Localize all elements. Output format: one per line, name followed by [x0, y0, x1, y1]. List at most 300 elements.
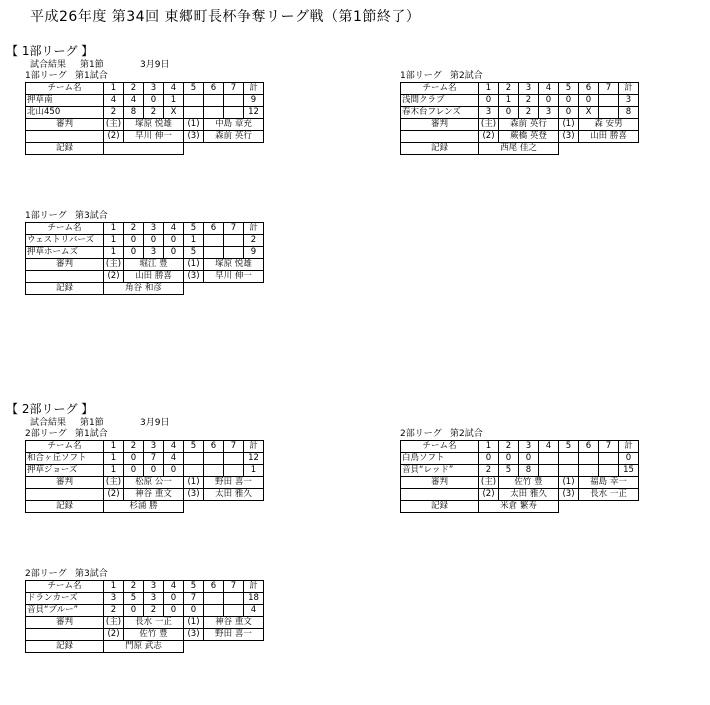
inning-score: 3 [144, 593, 164, 605]
score-table [25, 82, 264, 155]
team-name: 音貝“レッド” [401, 465, 479, 477]
inning-score: 1 [499, 95, 519, 107]
umpire-label [26, 629, 104, 641]
inning-score: X [164, 107, 184, 119]
inning-score [599, 107, 619, 119]
inning-score [204, 235, 224, 247]
umpire-name: 塚原 悦雄 [124, 119, 184, 131]
inning-score: 0 [164, 247, 184, 259]
inning-score [599, 95, 619, 107]
team-name: 北山450 [26, 107, 104, 119]
league-label: 2部リーグ [25, 429, 67, 439]
game-l1-g1 [25, 70, 264, 155]
inning-score: 0 [144, 235, 164, 247]
inning-score: 0 [539, 95, 559, 107]
umpire-name: 森 安男 [579, 119, 639, 131]
header-row [401, 441, 639, 453]
total-score: 4 [244, 605, 264, 617]
inning-header: 6 [204, 441, 224, 453]
inning-score [224, 593, 244, 605]
inning-header: 1 [104, 223, 124, 235]
inning-header: 5 [184, 83, 204, 95]
record-label: 記録 [26, 641, 104, 653]
inning-score: 2 [144, 605, 164, 617]
inning-header: 5 [184, 223, 204, 235]
record-label: 記録 [26, 501, 104, 513]
inning-header: 計 [244, 581, 264, 593]
inning-score: 1 [164, 95, 184, 107]
header-row [401, 83, 639, 95]
score-table [400, 82, 639, 155]
umpire-name: 太田 雅久 [499, 489, 559, 501]
umpire-label: 審判 [401, 119, 479, 131]
inning-header: 5 [184, 581, 204, 593]
league-label: 2部リーグ [25, 569, 67, 579]
inning-header: 3 [519, 83, 539, 95]
team-name-header: チーム名 [26, 441, 104, 453]
inning-header: 5 [184, 441, 204, 453]
umpire-position: (主) [104, 259, 124, 271]
inning-score: 7 [184, 593, 204, 605]
inning-header: 1 [479, 441, 499, 453]
inning-header: 6 [204, 581, 224, 593]
date-label: 3月9日 [140, 60, 170, 70]
inning-header: 3 [144, 223, 164, 235]
umpire-row [26, 131, 264, 143]
inning-score: 1 [104, 247, 124, 259]
team-name: ウェストリバーズ [26, 235, 104, 247]
umpire-name: 松原 公一 [124, 477, 184, 489]
umpire-label: 審判 [26, 119, 104, 131]
inning-score [559, 465, 579, 477]
inning-score [184, 95, 204, 107]
score-table [400, 440, 639, 513]
game-l2-g2 [400, 428, 639, 513]
inning-header: 5 [559, 83, 579, 95]
umpire-name: 山田 勝喜 [579, 131, 639, 143]
inning-score [599, 453, 619, 465]
inning-header: 1 [104, 581, 124, 593]
umpire-label: 審判 [26, 617, 104, 629]
table-row [26, 95, 264, 107]
umpire-row [26, 259, 264, 271]
umpire-name: 山田 勝喜 [124, 271, 184, 283]
round-label: 第1節 [80, 60, 104, 70]
inning-header: 4 [539, 83, 559, 95]
game-label: 第3試合 [75, 569, 108, 579]
umpire-position: (2) [479, 131, 499, 143]
umpire-row [26, 477, 264, 489]
game-caption [25, 210, 264, 222]
inning-score: 5 [124, 593, 144, 605]
inning-score [224, 453, 244, 465]
umpire-name: 堀江 豊 [124, 259, 184, 271]
score-table [25, 440, 264, 513]
umpire-label: 審判 [401, 477, 479, 489]
umpire-name: 蕨橋 英登 [499, 131, 559, 143]
inning-score: 0 [499, 107, 519, 119]
inning-score: 1 [104, 235, 124, 247]
inning-score: 0 [144, 465, 164, 477]
umpire-name: 早川 伸一 [204, 271, 264, 283]
record-row [26, 641, 264, 653]
inning-score: 0 [124, 465, 144, 477]
inning-score [559, 453, 579, 465]
umpire-name: 佐竹 豊 [499, 477, 559, 489]
umpire-position: (主) [104, 617, 124, 629]
umpire-name: 中島 章充 [204, 119, 264, 131]
record-label: 記録 [401, 143, 479, 155]
umpire-label [26, 489, 104, 501]
game-label: 第1試合 [75, 429, 108, 439]
total-score: 12 [244, 107, 264, 119]
inning-header: 4 [164, 223, 184, 235]
umpire-name: 神谷 重文 [204, 617, 264, 629]
umpire-row [401, 119, 639, 131]
inning-header: 2 [499, 83, 519, 95]
umpire-row [26, 271, 264, 283]
inning-header: 4 [164, 83, 184, 95]
inning-score: 0 [124, 235, 144, 247]
team-name: 春木台フレンズ [401, 107, 479, 119]
inning-header: 3 [519, 441, 539, 453]
inning-header: 7 [224, 83, 244, 95]
record-row [26, 143, 264, 155]
inning-score: 2 [104, 605, 124, 617]
inning-score: 0 [519, 453, 539, 465]
inning-score [204, 107, 224, 119]
inning-score: 0 [579, 95, 599, 107]
inning-score: 2 [479, 465, 499, 477]
inning-header: 2 [499, 441, 519, 453]
inning-score [599, 465, 619, 477]
game-caption [25, 70, 264, 82]
inning-score: 4 [164, 453, 184, 465]
umpire-label [401, 131, 479, 143]
inning-header: 1 [104, 441, 124, 453]
total-score: 3 [619, 95, 639, 107]
inning-score [224, 235, 244, 247]
inning-score: 2 [519, 107, 539, 119]
inning-score: 0 [479, 453, 499, 465]
league-label: 1部リーグ [400, 71, 442, 81]
league-1-meta [30, 57, 169, 70]
inning-score [204, 453, 224, 465]
umpire-row [26, 629, 264, 641]
game-caption [400, 428, 639, 440]
umpire-position: (1) [559, 477, 579, 489]
inning-score: 0 [124, 247, 144, 259]
inning-score [204, 465, 224, 477]
league-2-meta [30, 415, 169, 428]
game-l1-g3 [25, 210, 264, 295]
umpire-position: (主) [479, 119, 499, 131]
table-row [26, 605, 264, 617]
total-score: 15 [619, 465, 639, 477]
inning-score: 3 [539, 107, 559, 119]
umpire-position: (主) [104, 119, 124, 131]
total-score: 9 [244, 95, 264, 107]
recorder-name [104, 143, 184, 155]
inning-header: 1 [104, 83, 124, 95]
inning-header: 4 [539, 441, 559, 453]
inning-score: 1 [184, 235, 204, 247]
page-title: 平成26年度 第34回 東郷町長杯争奪リーグ戦（第1節終了） [30, 9, 421, 25]
game-l2-g3 [25, 568, 264, 653]
umpire-name: 森前 英行 [204, 131, 264, 143]
game-caption [25, 568, 264, 580]
inning-score [184, 107, 204, 119]
header-row [26, 83, 264, 95]
umpire-name: 佐竹 豊 [124, 629, 184, 641]
total-score: 0 [619, 453, 639, 465]
total-score: 8 [619, 107, 639, 119]
inning-score [224, 95, 244, 107]
team-name-header: チーム名 [401, 441, 479, 453]
recorder-name: 西尾 佳之 [479, 143, 559, 155]
inning-score: 3 [144, 247, 164, 259]
score-table [25, 222, 264, 295]
inning-score [579, 465, 599, 477]
inning-score: 4 [124, 95, 144, 107]
inning-header: 6 [204, 83, 224, 95]
inning-header: 1 [479, 83, 499, 95]
inning-score: X [579, 107, 599, 119]
umpire-row [26, 119, 264, 131]
team-name-header: チーム名 [26, 581, 104, 593]
umpire-label [26, 131, 104, 143]
umpire-position: (2) [104, 629, 124, 641]
record-row [26, 283, 264, 295]
inning-score [579, 453, 599, 465]
recorder-name: 門原 武志 [104, 641, 184, 653]
inning-header: 7 [224, 223, 244, 235]
game-caption [25, 428, 264, 440]
team-name-header: チーム名 [26, 223, 104, 235]
umpire-position: (3) [184, 489, 204, 501]
umpire-row [401, 489, 639, 501]
table-row [401, 95, 639, 107]
umpire-position: (3) [559, 131, 579, 143]
umpire-name: 長水 一正 [124, 617, 184, 629]
recorder-name: 杉浦 勝 [104, 501, 184, 513]
umpire-label [26, 271, 104, 283]
header-row [26, 581, 264, 593]
inning-header: 3 [144, 441, 164, 453]
inning-header: 5 [559, 441, 579, 453]
inning-score: 3 [104, 593, 124, 605]
inning-score: 2 [519, 95, 539, 107]
inning-header: 4 [164, 581, 184, 593]
inning-header: 7 [224, 441, 244, 453]
umpire-position: (3) [184, 271, 204, 283]
umpire-position: (1) [184, 119, 204, 131]
total-score: 9 [244, 247, 264, 259]
record-row [26, 501, 264, 513]
inning-header: 計 [619, 441, 639, 453]
header-row [26, 223, 264, 235]
umpire-name: 早川 伸一 [124, 131, 184, 143]
inning-header: 2 [124, 223, 144, 235]
table-row [26, 107, 264, 119]
inning-header: 7 [599, 83, 619, 95]
inning-score: 0 [479, 95, 499, 107]
umpire-position: (主) [104, 477, 124, 489]
inning-score: 5 [499, 465, 519, 477]
inning-score: 3 [479, 107, 499, 119]
game-label: 第3試合 [75, 211, 108, 221]
umpire-position: (3) [184, 131, 204, 143]
team-name-header: チーム名 [26, 83, 104, 95]
umpire-name: 野田 喜一 [204, 629, 264, 641]
inning-score: 0 [184, 605, 204, 617]
inning-header: 6 [579, 83, 599, 95]
inning-score: 1 [104, 453, 124, 465]
inning-header: 2 [124, 581, 144, 593]
inning-score [224, 107, 244, 119]
inning-header: 計 [619, 83, 639, 95]
umpire-name: 長水 一正 [579, 489, 639, 501]
inning-header: 7 [599, 441, 619, 453]
inning-score: 4 [104, 95, 124, 107]
results-label: 試合結果 [30, 60, 67, 70]
record-label: 記録 [26, 143, 104, 155]
record-label: 記録 [26, 283, 104, 295]
inning-score: 8 [124, 107, 144, 119]
umpire-row [401, 477, 639, 489]
total-score: 18 [244, 593, 264, 605]
inning-header: 計 [244, 83, 264, 95]
inning-score: 8 [519, 465, 539, 477]
recorder-name: 角谷 和彦 [104, 283, 184, 295]
date-label: 3月9日 [140, 418, 170, 428]
record-row [401, 143, 639, 155]
league-2-heading: 【 2部リーグ 】 [6, 402, 94, 416]
table-row [26, 593, 264, 605]
umpire-label: 審判 [26, 259, 104, 271]
inning-header: 3 [144, 83, 164, 95]
inning-score [204, 593, 224, 605]
league-label: 1部リーグ [25, 211, 67, 221]
team-name: 押草ジョーズ [26, 465, 104, 477]
umpire-name: 神谷 重文 [124, 489, 184, 501]
team-name-header: チーム名 [401, 83, 479, 95]
total-score: 12 [244, 453, 264, 465]
inning-score: 0 [164, 605, 184, 617]
umpire-name: 森前 英行 [499, 119, 559, 131]
team-name: 押草ホームズ [26, 247, 104, 259]
inning-score [224, 605, 244, 617]
inning-score [184, 453, 204, 465]
round-label: 第1節 [80, 418, 104, 428]
inning-score: 0 [144, 95, 164, 107]
game-label: 第2試合 [450, 71, 483, 81]
inning-header: 2 [124, 441, 144, 453]
umpire-row [26, 617, 264, 629]
score-table [25, 580, 264, 653]
umpire-name: 野田 喜一 [204, 477, 264, 489]
umpire-label: 審判 [26, 477, 104, 489]
inning-score [204, 95, 224, 107]
inning-score [539, 465, 559, 477]
inning-header: 計 [244, 223, 264, 235]
umpire-position: (2) [104, 489, 124, 501]
record-row [401, 501, 639, 513]
inning-header: 3 [144, 581, 164, 593]
table-row [26, 247, 264, 259]
header-row [26, 441, 264, 453]
inning-score: 0 [559, 107, 579, 119]
inning-score: 0 [164, 465, 184, 477]
results-label: 試合結果 [30, 418, 67, 428]
inning-score: 7 [144, 453, 164, 465]
umpire-position: (1) [184, 617, 204, 629]
inning-header: 7 [224, 581, 244, 593]
inning-score [539, 453, 559, 465]
umpire-position: (3) [559, 489, 579, 501]
game-l2-g1 [25, 428, 264, 513]
table-row [401, 465, 639, 477]
inning-score: 0 [124, 605, 144, 617]
inning-header: 計 [244, 441, 264, 453]
umpire-name: 太田 雅久 [204, 489, 264, 501]
team-name: ドランカーズ [26, 593, 104, 605]
inning-header: 6 [204, 223, 224, 235]
inning-score [204, 247, 224, 259]
umpire-position: (2) [479, 489, 499, 501]
umpire-position: (主) [479, 477, 499, 489]
table-row [401, 453, 639, 465]
inning-score: 5 [184, 247, 204, 259]
league-1-heading: 【 1部リーグ 】 [6, 44, 94, 58]
inning-score: 2 [104, 107, 124, 119]
total-score: 2 [244, 235, 264, 247]
inning-score: 0 [499, 453, 519, 465]
umpire-position: (1) [184, 477, 204, 489]
team-name: 浅間クラブ [401, 95, 479, 107]
table-row [26, 465, 264, 477]
table-row [26, 235, 264, 247]
umpire-label [401, 489, 479, 501]
team-name: 和合ヶ丘ソフト [26, 453, 104, 465]
umpire-name: 福島 幸一 [579, 477, 639, 489]
inning-score [224, 465, 244, 477]
inning-header: 6 [579, 441, 599, 453]
record-label: 記録 [401, 501, 479, 513]
inning-header: 2 [124, 83, 144, 95]
inning-score [204, 605, 224, 617]
game-label: 第2試合 [450, 429, 483, 439]
inning-score: 0 [124, 453, 144, 465]
inning-score: 0 [164, 593, 184, 605]
team-name: 音貝“ブルー” [26, 605, 104, 617]
umpire-position: (1) [559, 119, 579, 131]
umpire-position: (2) [104, 271, 124, 283]
table-row [401, 107, 639, 119]
inning-score: 0 [559, 95, 579, 107]
umpire-position: (2) [104, 131, 124, 143]
inning-score: 1 [104, 465, 124, 477]
league-label: 1部リーグ [25, 71, 67, 81]
inning-score: 2 [144, 107, 164, 119]
game-l1-g2 [400, 70, 639, 155]
umpire-row [26, 489, 264, 501]
umpire-name: 塚原 悦雄 [204, 259, 264, 271]
umpire-position: (1) [184, 259, 204, 271]
game-caption [400, 70, 639, 82]
umpire-position: (3) [184, 629, 204, 641]
inning-score: 0 [164, 235, 184, 247]
